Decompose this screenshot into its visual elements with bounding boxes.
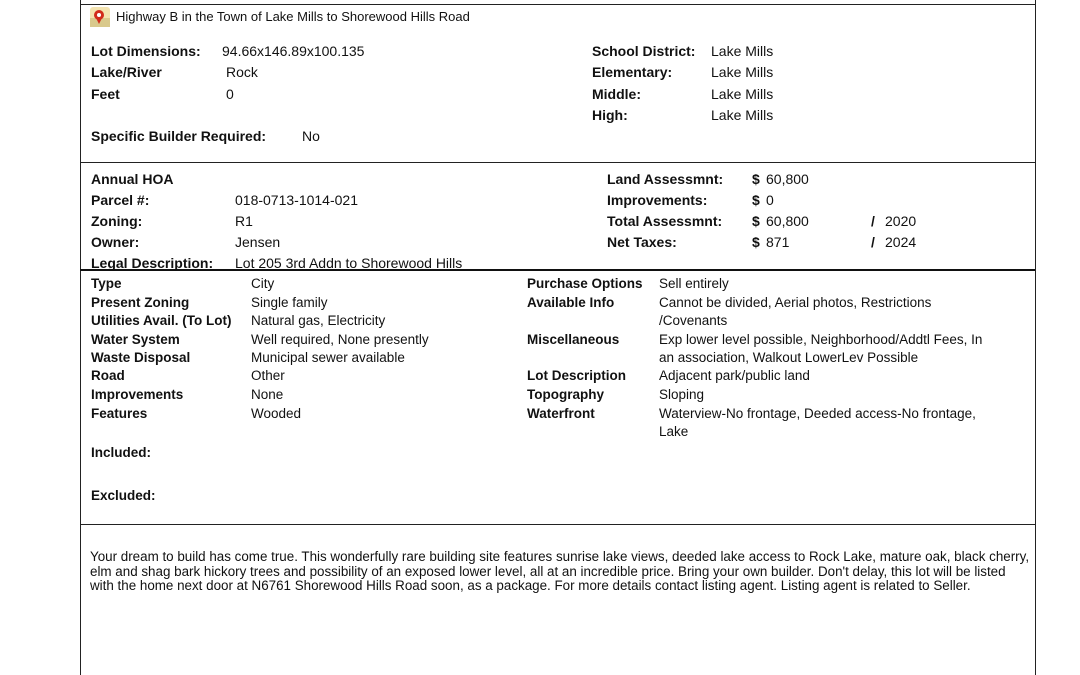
waterfront-label: Waterfront xyxy=(527,406,595,421)
parcel-label: Parcel #: xyxy=(91,192,150,208)
owner-value: Jensen xyxy=(235,234,281,250)
legal-description-label: Legal Description: xyxy=(91,255,214,271)
directions-text: Highway B in the Town of Lake Mills to Shorewood Hills Road xyxy=(116,9,470,24)
available-info-label: Available Info xyxy=(527,295,615,310)
total-assessment-value: 60,800 xyxy=(766,213,809,229)
builder-required-label: Specific Builder Required: xyxy=(91,128,267,144)
feature-label: Type xyxy=(91,276,122,291)
feature-value: Well required, None presently xyxy=(251,332,429,347)
miscellaneous-value-cont: an association, Walkout LowerLev Possible xyxy=(659,350,919,365)
elementary-value: Lake Mills xyxy=(711,64,774,80)
topography-label: Topography xyxy=(527,387,604,402)
miscellaneous-label: Miscellaneous xyxy=(527,332,620,347)
waterfront-value: Waterview-No frontage, Deeded access-No frontage, xyxy=(659,406,976,421)
section-divider-2 xyxy=(80,269,1035,271)
feature-value: Single family xyxy=(251,295,328,310)
parcel-value: 018-0713-1014-021 xyxy=(235,192,358,208)
improvements-assessment-label: Improvements: xyxy=(607,192,708,208)
lot-dimensions-label: Lot Dimensions: xyxy=(91,43,201,59)
land-assessment-label: Land Assessmnt: xyxy=(607,171,724,187)
feet-label: Feet xyxy=(91,86,120,102)
legal-description-value: Lot 205 3rd Addn to Shorewood Hills xyxy=(235,255,463,271)
feature-value: City xyxy=(251,276,275,291)
zoning-value: R1 xyxy=(235,213,253,229)
land-currency: $ xyxy=(752,171,760,187)
lot-dimensions-value: 94.66x146.89x100.135 xyxy=(222,43,365,59)
school-district-value: Lake Mills xyxy=(711,43,774,59)
middle-label: Middle: xyxy=(592,86,641,102)
feature-label: Features xyxy=(91,406,148,421)
available-info-value-cont: /Covenants xyxy=(659,313,728,328)
feature-value: Other xyxy=(251,368,285,383)
feature-value: Municipal sewer available xyxy=(251,350,405,365)
net-currency: $ xyxy=(752,234,760,250)
public-remarks: Your dream to build has come true. This wonderfully rare building site features sunrise lake views, deeded lake access to Rock Lake, mature oak, black cherry, elm and shag bark hickory trees and possibility of an exposed lower level, all at an incredible price. Bring your own builder. Don't delay, this lot will be listed with the home next door at N6761 Shorewood Hills Road soon, as a package. For more details contact listing agent. Listing agent is related to Seller. xyxy=(90,549,1030,594)
owner-label: Owner: xyxy=(91,234,140,250)
annual-hoa-label: Annual HOA xyxy=(91,171,174,187)
feature-value: Wooded xyxy=(251,406,302,421)
feature-label: Utilities Avail. (To Lot) xyxy=(91,313,232,328)
zoning-label: Zoning: xyxy=(91,213,143,229)
school-district-label: School District: xyxy=(592,43,696,59)
feature-label: Water System xyxy=(91,332,180,347)
builder-required-value: No xyxy=(302,128,320,144)
total-assessment-year: 2020 xyxy=(885,213,917,229)
map-pin-icon xyxy=(90,7,110,27)
total-assessment-label: Total Assessmnt: xyxy=(607,213,723,229)
purchase-options-label: Purchase Options xyxy=(527,276,643,291)
feature-label: Road xyxy=(91,368,125,383)
section-divider-1 xyxy=(80,162,1035,163)
middle-value: Lake Mills xyxy=(711,86,774,102)
feature-value: None xyxy=(251,387,284,402)
net-taxes-value: 871 xyxy=(766,234,790,250)
land-assessment-value: 60,800 xyxy=(766,171,809,187)
included-label: Included: xyxy=(91,445,151,460)
lake-river-label: Lake/River xyxy=(91,64,162,80)
section-divider-3 xyxy=(80,524,1035,525)
excluded-label: Excluded: xyxy=(91,488,156,503)
lake-river-value: Rock xyxy=(226,64,258,80)
feature-label: Present Zoning xyxy=(91,295,190,310)
net-taxes-year: 2024 xyxy=(885,234,917,250)
elementary-label: Elementary: xyxy=(592,64,673,80)
improvements-currency: $ xyxy=(752,192,760,208)
net-year-slash: / xyxy=(871,234,875,250)
feature-value: Natural gas, Electricity xyxy=(251,313,386,328)
net-taxes-label: Net Taxes: xyxy=(607,234,677,250)
high-value: Lake Mills xyxy=(711,107,774,123)
waterfront-value-cont: Lake xyxy=(659,424,689,439)
lot-description-label: Lot Description xyxy=(527,368,627,383)
high-label: High: xyxy=(592,107,628,123)
available-info-value: Cannot be divided, Aerial photos, Restrictions xyxy=(659,295,932,310)
feature-label: Waste Disposal xyxy=(91,350,191,365)
miscellaneous-value: Exp lower level possible, Neighborhood/Addtl Fees, In xyxy=(659,332,983,347)
feet-value: 0 xyxy=(226,86,234,102)
top-divider xyxy=(80,4,1035,5)
feature-label: Improvements xyxy=(91,387,184,402)
topography-value: Sloping xyxy=(659,387,705,402)
purchase-options-value: Sell entirely xyxy=(659,276,729,291)
lot-description-value: Adjacent park/public land xyxy=(659,368,810,383)
total-currency: $ xyxy=(752,213,760,229)
total-year-slash: / xyxy=(871,213,875,229)
improvements-assessment-value: 0 xyxy=(766,192,774,208)
